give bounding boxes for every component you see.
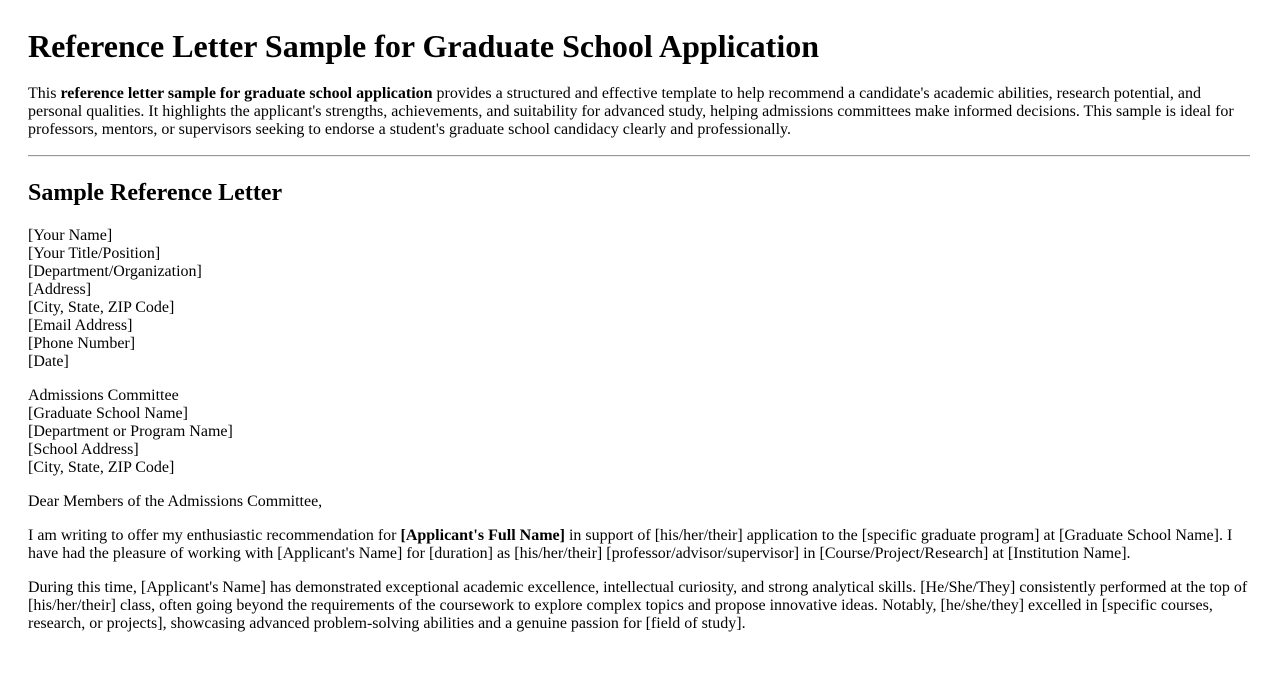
recipient-line: [Graduate School Name]: [28, 405, 188, 422]
sender-line: [Phone Number]: [28, 335, 136, 352]
paragraph1-prefix: I am writing to offer my enthusiastic recommendation for: [28, 527, 401, 544]
recipient-line: [City, State, ZIP Code]: [28, 459, 175, 476]
salutation: Dear Members of the Admissions Committee,: [28, 493, 323, 510]
intro-paragraph: [28, 85, 1250, 139]
paragraph1-suffix: in support of [his/her/their] application to the [specific graduate program] at [Graduate School Name]. I have had the pleasure of working with [Applicant's Name] for [duration] as [his/her/their] [professor/advisor/supervisor] in [Course/Project/Research] at [Institution Name].: [28, 527, 1233, 562]
recipient-address-block: [28, 387, 1250, 477]
sender-line: [Your Name]: [28, 227, 113, 244]
divider: [28, 155, 1250, 157]
sender-line: [City, State, ZIP Code]: [28, 299, 175, 316]
sender-address-block: [28, 227, 1250, 371]
sender-line: [Department/Organization]: [28, 263, 202, 280]
recipient-line: [School Address]: [28, 441, 139, 458]
sender-line: [Date]: [28, 353, 69, 370]
page-title: Reference Letter Sample for Graduate School Application: [28, 28, 820, 64]
section-heading: Sample Reference Letter: [28, 180, 283, 206]
applicant-name-bold: [Applicant's Full Name]: [400, 527, 565, 544]
intro-prefix: This: [28, 85, 61, 102]
sender-line: [Address]: [28, 281, 92, 298]
intro-bold: reference letter sample for graduate school application: [60, 85, 433, 102]
recipient-line: Admissions Committee: [28, 387, 179, 404]
sender-line: [Email Address]: [28, 317, 133, 334]
document-page: [0, 28, 1278, 633]
sender-line: [Your Title/Position]: [28, 245, 161, 262]
body-paragraph-2: During this time, [Applicant's Name] has demonstrated exceptional academic excellence, intellectual curiosity, and strong analytical skills. [He/She/They] consistently performed at the top of [his/her/their] class, often going beyond the requirements of the coursework to explore complex topics and propose innovative ideas. Notably, [he/she/they] excelled in [specific courses, research, or projects], showcasing advanced problem-solving abilities and a genuine passion for [field of study].: [28, 579, 1248, 632]
body-paragraph-1: [28, 527, 1250, 563]
intro-suffix: provides a structured and effective template to help recommend a candidate's academic abilities, research potential, and personal qualities. It highlights the applicant's strengths, achievements, and suitability for advanced study, helping admissions committees make informed decisions. This sample is ideal for professors, mentors, or supervisors seeking to endorse a student's graduate school candidacy clearly and professionally.: [28, 85, 1234, 138]
recipient-line: [Department or Program Name]: [28, 423, 233, 440]
